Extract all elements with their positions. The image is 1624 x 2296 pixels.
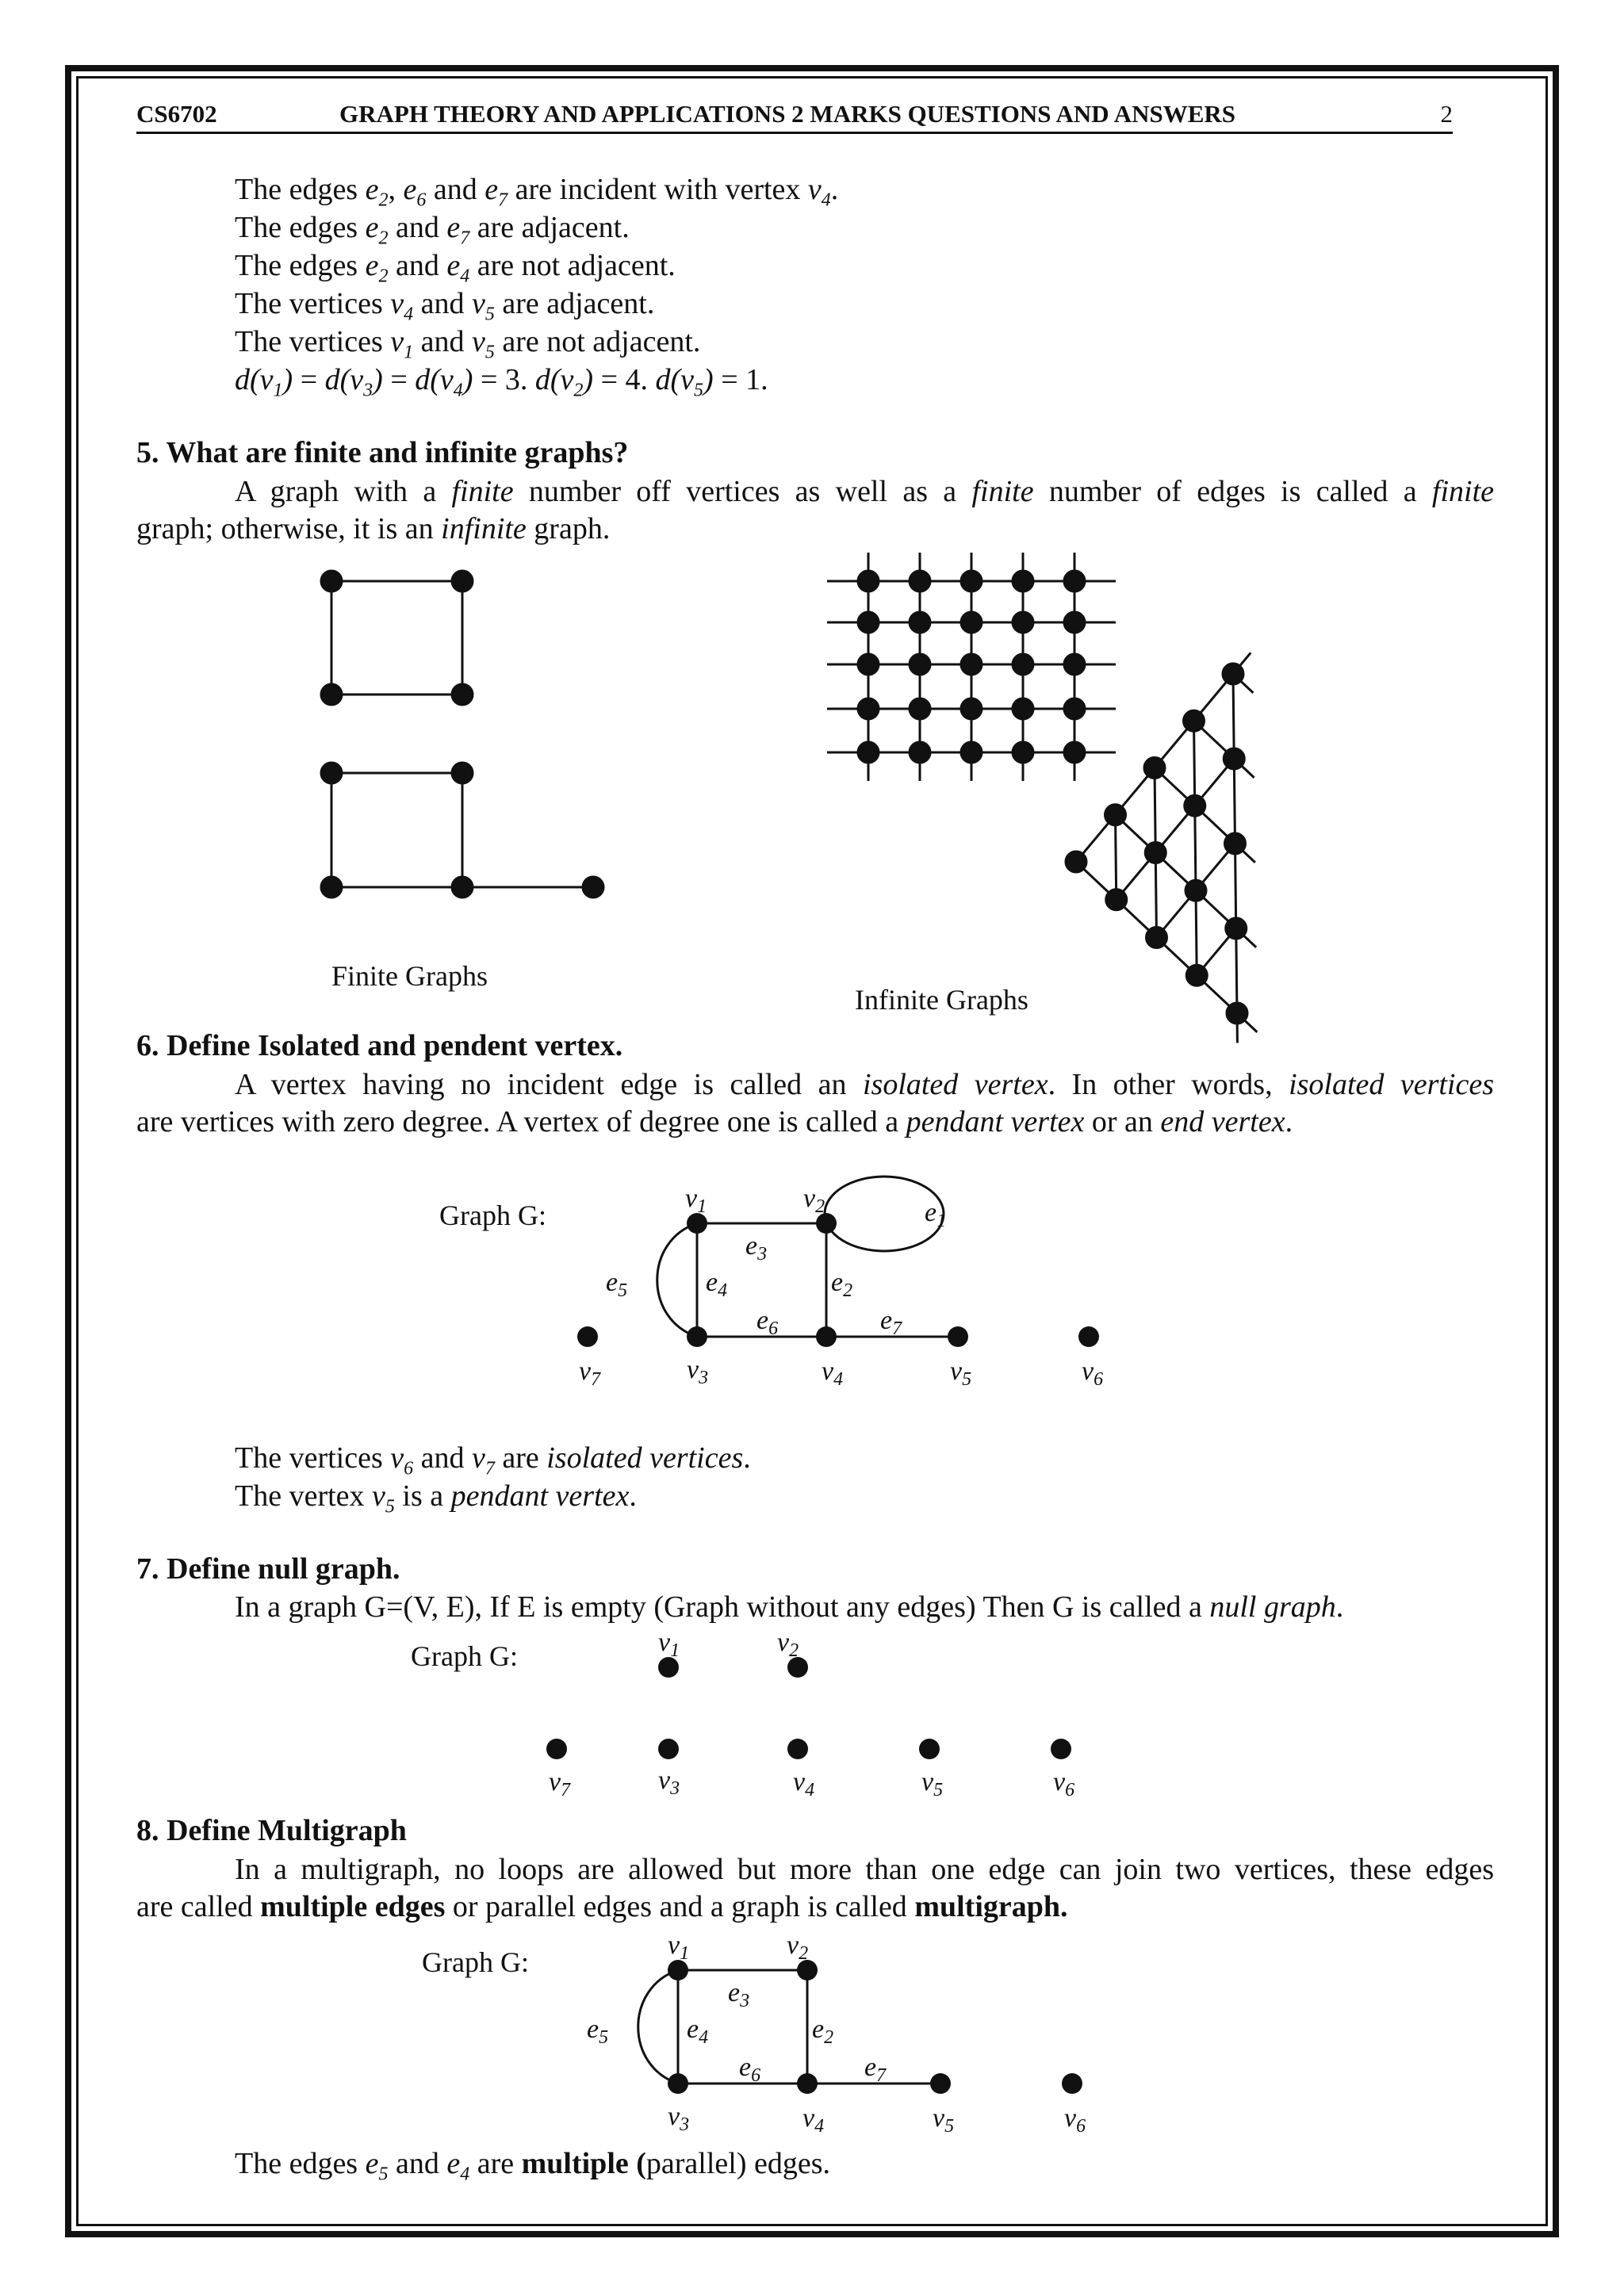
label-e3: $e_3$ [728,1978,750,2011]
lattice-vertex [1106,890,1127,910]
label-v7: $v_7$ [579,1357,601,1390]
q6-after-line-2: The vertex $v_5$ is a pendant vertex. [235,1479,637,1517]
q5-body-line-1: A graph with a finite number off vertices as well as a finite number of edges is called a finite [235,475,1494,508]
label-v5: $v_5$ [950,1357,972,1390]
lattice-edge [1195,806,1196,890]
q8-multigraph [638,1970,940,2084]
q6-graph-label: Graph G: [439,1200,546,1231]
q8-body-line-1: In a multigraph, no loops are allowed but more than one edge can join two vertices, these edges [235,1853,1494,1886]
grid-vertex [961,612,982,633]
lattice-edge [1155,853,1156,938]
label-e6: $e_6$ [739,2053,761,2086]
finite-graph-square [321,571,473,705]
grid-vertex [961,571,982,591]
lattice-edge [1236,928,1237,1013]
label-e5: $e_5$ [587,2015,609,2048]
grid-vertex [961,698,982,719]
q6-body-line-2: are vertices with zero degree. A vertex of degree one is called a pendant vertex or an end vertex. [136,1105,1293,1138]
lattice-vertex [1185,880,1206,901]
q8-multigraph-labels [587,1931,1086,2137]
grid-vertex [1064,571,1085,591]
grid-vertex [1013,571,1033,591]
q7-graph-label: Graph G: [411,1640,518,1672]
label-e2: $e_2$ [812,2015,834,2048]
grid-vertex [910,612,930,633]
grid-vertex [1013,612,1033,633]
lattice-vertex [1184,710,1205,731]
lattice-vertex [1226,918,1247,939]
lattice-edge [1196,890,1197,975]
label-v4: $v_4$ [822,1357,844,1390]
infinite-grid-graph [827,553,1116,781]
lattice-vertex [1105,805,1126,825]
lattice-edge [1235,844,1236,928]
q8-graph-label: Graph G: [422,1946,529,1978]
q5-heading: 5. What are finite and infinite graphs? [136,436,629,469]
lattice-vertex [1144,758,1165,779]
grid-vertex [1013,742,1033,763]
label-v1: $v_1$ [668,1931,690,1964]
finite-graph-square-with-tail [321,763,603,897]
lattice-vertex [1145,843,1166,863]
grid-vertex [1064,742,1085,763]
label-v6: $v_6$ [1053,1767,1075,1800]
lattice-vertex [1224,748,1244,769]
label-v7: $v_7$ [549,1767,571,1800]
label-v3: $v_3$ [668,2102,690,2135]
q7-heading: 7. Define null graph. [136,1552,400,1586]
label-e4: $e_4$ [687,2015,709,2048]
grid-vertex [961,742,982,763]
lattice-edge [1194,721,1195,806]
label-e7: $e_7$ [864,2053,887,2086]
infinite-triangular-graph [1066,652,1257,1043]
q6-after-line-1: The vertices $v_6$ and $v_7$ are isolated vertices. [235,1441,751,1479]
label-v1: $v_1$ [658,1628,680,1661]
label-v1: $v_1$ [685,1184,707,1217]
label-v5: $v_5$ [921,1767,944,1800]
label-v4: $v_4$ [793,1767,815,1800]
grid-vertex [858,654,879,675]
label-e6: $e_6$ [756,1306,779,1339]
label-v6: $v_6$ [1082,1357,1104,1390]
label-v3: $v_3$ [658,1766,680,1799]
label-v3: $v_3$ [687,1355,709,1388]
intro-line-6: $d(v_1) = d(v_3) = d(v_4) = 3$. $d(v_2) = 4$. $d(v_5) = 1$. [235,363,768,401]
q7-null-graph [546,1628,1074,1800]
label-v6: $v_6$ [1064,2103,1086,2137]
intro-line-3: The edges $e_2$ and $e_4$ are not adjacent. [235,249,676,287]
label-e3: $e_3$ [745,1231,768,1265]
grid-vertex [1013,654,1033,675]
intro-line-5: The vertices $v_1$ and $v_5$ are not adjacent. [235,325,701,363]
grid-vertex [1064,654,1085,675]
page-number: 2 [1440,100,1453,128]
grid-vertex [1013,698,1033,719]
document-title: GRAPH THEORY AND APPLICATIONS 2 MARKS QUESTIONS AND ANSWERS [339,100,1236,128]
label-v2: $v_2$ [787,1931,809,1964]
grid-vertex [1064,612,1085,633]
q7-body: In a graph G=(V, E), If E is empty (Graph without any edges) Then G is called a null graph. [235,1590,1344,1624]
label-v4: $v_4$ [802,2103,825,2137]
course-code: CS6702 [136,100,217,128]
label-v2: $v_2$ [803,1184,825,1217]
label-v2: $v_2$ [777,1628,799,1661]
lattice-edge [1233,674,1234,759]
grid-vertex [858,571,879,591]
grid-vertex [858,742,879,763]
intro-line-2: The edges $e_2$ and $e_7$ are adjacent. [235,211,630,249]
grid-vertex [910,742,930,763]
label-e4: $e_4$ [706,1268,728,1301]
intro-line-4: The vertices $v_4$ and $v_5$ are adjacent. [235,287,655,325]
grid-vertex [858,698,879,719]
grid-vertex [961,654,982,675]
label-e1: $e_1$ [925,1198,947,1231]
lattice-vertex [1066,851,1086,872]
q8-after: The edges $e_5$ and $e_4$ are multiple (parallel) edges. [235,2147,831,2185]
caption-infinite-graphs: Infinite Graphs [855,984,1028,1016]
lattice-vertex [1185,795,1205,816]
q8-heading: 8. Define Multigraph [136,1814,407,1847]
q6-heading: 6. Define Isolated and pendent vertex. [136,1029,623,1062]
lattice-vertex [1147,928,1167,948]
lattice-edge [1234,759,1235,844]
label-v5: $v_5$ [933,2103,955,2137]
lattice-vertex [1186,965,1207,985]
grid-vertex [858,612,879,633]
grid-vertex [910,571,930,591]
lattice-vertex [1223,664,1243,684]
grid-vertex [910,654,930,675]
lattice-vertex [1225,833,1246,854]
q8-body-line-2: are called multiple edges or parallel edges and a graph is called multigraph. [136,1890,1068,1923]
label-e7: $e_7$ [880,1306,902,1339]
grid-vertex [1064,698,1085,719]
label-e5: $e_5$ [606,1268,628,1301]
q5-body-line-2: graph; otherwise, it is an infinite graph. [136,512,611,545]
caption-finite-graphs: Finite Graphs [331,960,488,992]
lattice-vertex [1227,1003,1247,1024]
grid-vertex [910,698,930,719]
q6-body-line-1: A vertex having no incident edge is called an isolated vertex. In other words, isolated vertices [235,1068,1495,1101]
intro-line-1: The edges $e_2$, $e_6$ and $e_7$ are incident with vertex $v_4$. [235,173,839,211]
label-e2: $e_2$ [831,1268,853,1301]
